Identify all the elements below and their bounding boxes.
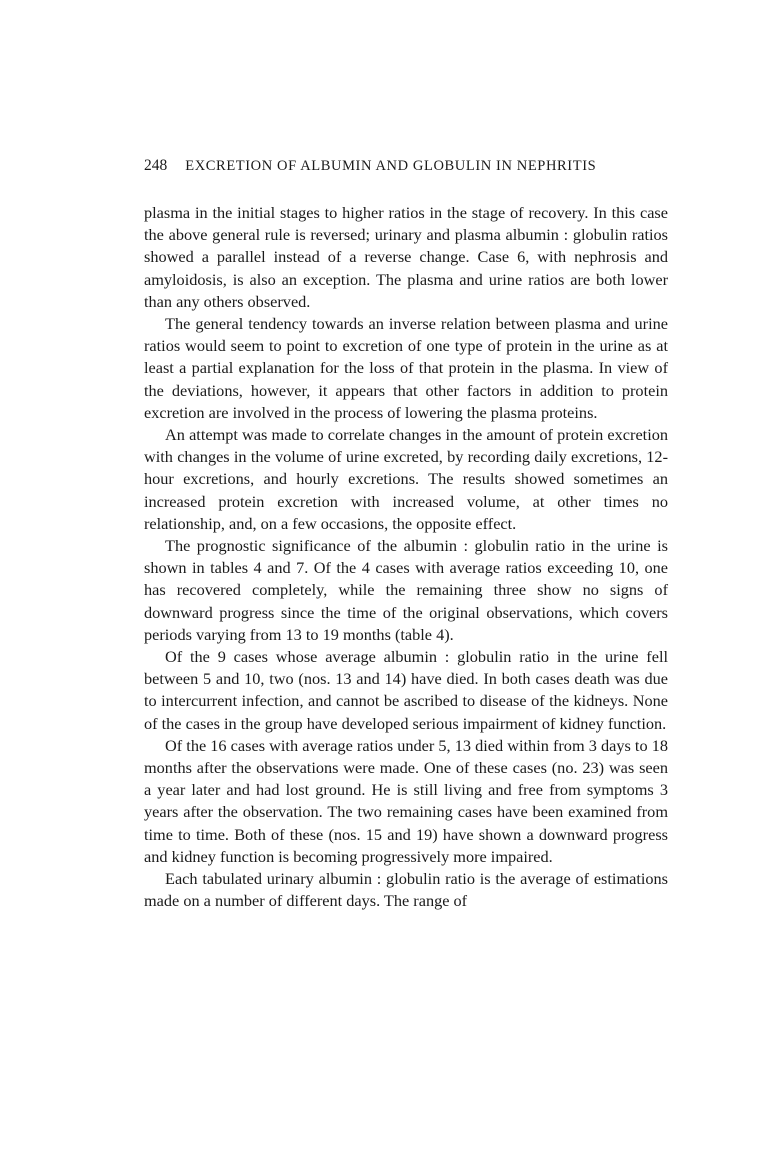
page xyxy=(144,156,668,913)
page-number: 248 xyxy=(144,157,168,174)
paragraph-ratio-under-5: Of the 16 cases with average ratios under 5, 13 died within from 3 days to 18 months after the observations were made. One of these cases (no. 23) was seen a year later and had lost ground. He is still living and free from symptoms 3 years after the observation. The two remaining cases have been examined from time to time. Both of these (nos. 15 and 19) have shown a downward progress and kidney function is becoming progressively more impaired. xyxy=(144,735,668,866)
body-text xyxy=(144,202,668,913)
paragraph-inverse-relation: The general tendency towards an inverse relation between plasma and urine ratios would seem to point to excretion of one type of protein in the urine as at least a partial explanation for the loss of that protein in the plasma. In view of the deviations, however, it appears that other factors in addition to protein excretion are involved in the process of lowering the plasma proteins. xyxy=(144,314,668,422)
paragraph-continuation: plasma in the initial stages to higher ratios in the stage of recovery. In this case the above general rule is reversed; urinary and plasma albumin : globulin ratios showed a parallel instead of a reverse change. Case 6, with nephrosis and amyloidosis, is also an exception. The plasma and urine ratios are both lower than any others observed. xyxy=(144,203,668,311)
paragraph-prognostic-significance: The prognostic significance of the albumin : globulin ratio in the urine is shown in tables 4 and 7. Of the 4 cases with average ratios exceeding 10, one has recovered completely, while the remaining three show no signs of downward progress since the time of the original observations, which covers periods varying from 13 to 19 months (table 4). xyxy=(144,536,668,644)
paragraph-tabulated-ratio: Each tabulated urinary albumin : globulin ratio is the average of estimations made on a number of different days. The range of xyxy=(144,869,668,911)
running-title: EXCRETION OF ALBUMIN AND GLOBULIN IN NEPHRITIS xyxy=(185,158,597,174)
running-head xyxy=(144,156,668,176)
paragraph-urine-volume: An attempt was made to correlate changes in the amount of protein excretion with changes in the volume of urine excreted, by recording daily excretions, 12-hour excretions, and hourly excretions. The results showed sometimes an increased protein excretion with increased volume, at other times no relationship, and, on a few occasions, the opposite effect. xyxy=(144,425,668,533)
paragraph-ratio-5-to-10: Of the 9 cases whose average albumin : globulin ratio in the urine fell between 5 and 10, two (nos. 13 and 14) have died. In both cases death was due to intercurrent infection, and cannot be ascribed to disease of the kidneys. None of the cases in the group have developed serious impairment of kidney function. xyxy=(144,647,668,733)
